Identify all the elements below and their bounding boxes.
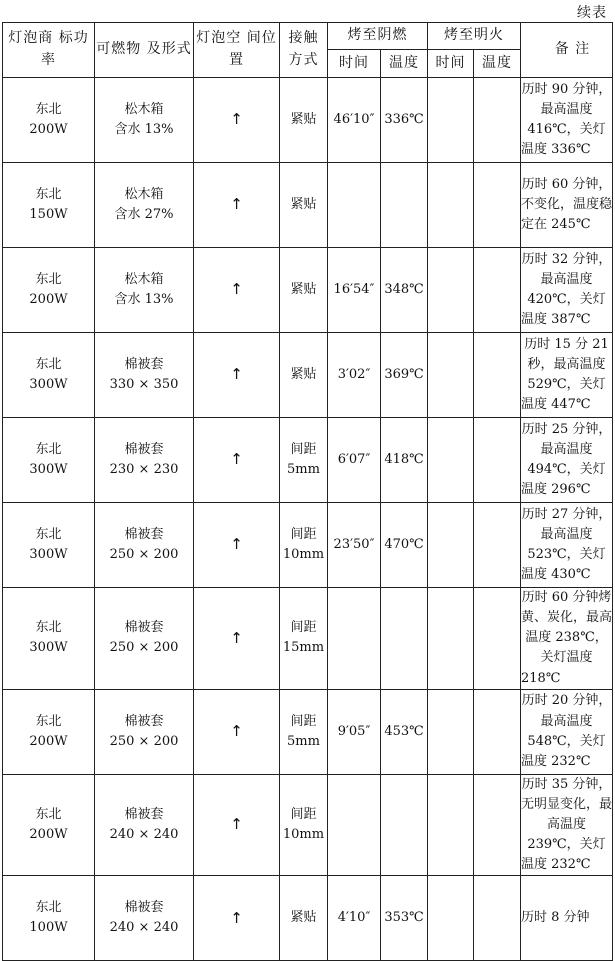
cell-smolder-time: 4′10″ (328, 876, 381, 961)
cell-note: 历时 90 分钟，最高温度 416℃，关灯温度 336℃ (521, 78, 613, 163)
cell-bulb: 东北 300W (3, 418, 95, 503)
header-smolder: 烤至阴燃 (328, 23, 428, 50)
cell-bulb: 东北 200W (3, 248, 95, 333)
cell-flame-temp (474, 163, 521, 248)
cell-material: 棉被套 250 × 200 (95, 503, 194, 588)
up-arrow-icon: ↑ (194, 876, 280, 961)
header-flame-time: 时间 (428, 50, 474, 78)
cell-flame-time (428, 774, 474, 876)
cell-note: 历时 20 分钟，最高温度 548℃，关灯温度 232℃ (521, 689, 613, 774)
cell-smolder-temp: 353℃ (381, 876, 428, 961)
up-arrow-icon: ↑ (194, 418, 280, 503)
cell-bulb: 东北 200W (3, 78, 95, 163)
cell-bulb: 东北 200W (3, 774, 95, 876)
cell-note: 历时 15 分 21 秒，最高温度 529℃，关灯温度 447℃ (521, 333, 613, 418)
cell-flame-time (428, 689, 474, 774)
cell-smolder-time (328, 588, 381, 690)
cell-bulb: 东北 300W (3, 333, 95, 418)
cell-flame-time (428, 876, 474, 961)
cell-note: 历时 8 分钟 (521, 876, 613, 961)
cell-material: 松木箱 含水 13% (95, 78, 194, 163)
table-row (3, 333, 613, 418)
cell-flame-temp (474, 774, 521, 876)
table-row (3, 78, 613, 163)
cell-contact: 间距 10mm (280, 774, 328, 876)
cell-smolder-temp: 470℃ (381, 503, 428, 588)
cell-note: 历时 27 分钟，最高温度 523℃，关灯温度 430℃ (521, 503, 613, 588)
cell-flame-time (428, 418, 474, 503)
cell-smolder-temp: 348℃ (381, 248, 428, 333)
cell-flame-temp (474, 876, 521, 961)
cell-bulb: 东北 150W (3, 163, 95, 248)
table-row (3, 248, 613, 333)
table-row (3, 774, 613, 876)
cell-bulb: 东北 300W (3, 503, 95, 588)
up-arrow-icon: ↑ (194, 248, 280, 333)
cell-flame-time (428, 503, 474, 588)
table-row (3, 503, 613, 588)
up-arrow-icon: ↑ (194, 333, 280, 418)
cell-note: 历时 32 分钟，最高温度 420℃，关灯温度 387℃ (521, 248, 613, 333)
cell-flame-temp (474, 689, 521, 774)
table-body (3, 78, 613, 961)
cell-material: 棉被套 240 × 240 (95, 774, 194, 876)
cell-material: 棉被套 330 × 350 (95, 333, 194, 418)
cell-contact: 间距 10mm (280, 503, 328, 588)
table-row (3, 588, 613, 690)
cell-flame-time (428, 333, 474, 418)
cell-smolder-temp (381, 588, 428, 690)
cell-smolder-temp (381, 163, 428, 248)
cell-smolder-time: 6′07″ (328, 418, 381, 503)
cell-smolder-temp (381, 774, 428, 876)
cell-smolder-time: 23′50″ (328, 503, 381, 588)
cell-smolder-time: 3′02″ (328, 333, 381, 418)
cell-flame-time (428, 78, 474, 163)
cell-bulb: 东北 300W (3, 588, 95, 690)
header-note: 备 注 (521, 23, 613, 78)
header-smolder-temp: 温度 (381, 50, 428, 78)
up-arrow-icon: ↑ (194, 588, 280, 690)
cell-note: 历时 25 分钟，最高温度 494℃，关灯温度 296℃ (521, 418, 613, 503)
header-material: 可燃物 及形式 (95, 23, 194, 78)
cell-contact: 间距 15mm (280, 588, 328, 690)
up-arrow-icon: ↑ (194, 689, 280, 774)
cell-smolder-temp: 418℃ (381, 418, 428, 503)
cell-material: 棉被套 250 × 200 (95, 588, 194, 690)
cell-contact: 间距 5mm (280, 418, 328, 503)
table-header (3, 23, 613, 78)
cell-material: 棉被套 250 × 200 (95, 689, 194, 774)
cell-flame-temp (474, 418, 521, 503)
cell-contact: 间距 5mm (280, 689, 328, 774)
cell-flame-temp (474, 588, 521, 690)
table-row (3, 418, 613, 503)
cell-flame-temp (474, 78, 521, 163)
cell-smolder-time (328, 163, 381, 248)
cell-flame-time (428, 163, 474, 248)
up-arrow-icon: ↑ (194, 78, 280, 163)
cell-contact: 紧贴 (280, 78, 328, 163)
cell-note: 历时 35 分钟，无明显变化，最高温度 239℃，关灯温度 232℃ (521, 774, 613, 876)
cell-flame-temp (474, 503, 521, 588)
cell-flame-time (428, 588, 474, 690)
cell-bulb: 东北 200W (3, 689, 95, 774)
cell-material: 松木箱 含水 27% (95, 163, 194, 248)
table-row (3, 689, 613, 774)
cell-note: 历时 60 分钟，不变化，温度稳定在 245℃ (521, 163, 613, 248)
cell-flame-time (428, 248, 474, 333)
table-row (3, 876, 613, 961)
cell-contact: 紧贴 (280, 876, 328, 961)
header-flame: 烤至明火 (428, 23, 521, 50)
up-arrow-icon: ↑ (194, 503, 280, 588)
cell-material: 棉被套 240 × 240 (95, 876, 194, 961)
cell-contact: 紧贴 (280, 248, 328, 333)
cell-smolder-time (328, 774, 381, 876)
cell-note: 历时 60 分钟烤黄、炭化，最高温度 238℃，关灯温度 218℃ (521, 588, 613, 690)
cell-smolder-time: 9′05″ (328, 689, 381, 774)
up-arrow-icon: ↑ (194, 774, 280, 876)
header-contact: 接触 方式 (280, 23, 328, 78)
cell-contact: 紧贴 (280, 333, 328, 418)
up-arrow-icon: ↑ (194, 163, 280, 248)
experiment-table (2, 22, 613, 961)
header-flame-temp: 温度 (474, 50, 521, 78)
header-smolder-time: 时间 (328, 50, 381, 78)
cell-flame-temp (474, 248, 521, 333)
cell-material: 松木箱 含水 13% (95, 248, 194, 333)
header-bulb: 灯泡商 标功率 (3, 23, 95, 78)
cell-smolder-temp: 336℃ (381, 78, 428, 163)
cell-smolder-temp: 453℃ (381, 689, 428, 774)
cell-material: 棉被套 230 × 230 (95, 418, 194, 503)
cell-flame-temp (474, 333, 521, 418)
cell-smolder-temp: 369℃ (381, 333, 428, 418)
cell-bulb: 东北 100W (3, 876, 95, 961)
continued-label: 续表 (577, 5, 607, 21)
cell-smolder-time: 16′54″ (328, 248, 381, 333)
cell-contact: 紧贴 (280, 163, 328, 248)
cell-smolder-time: 46′10″ (328, 78, 381, 163)
table-row (3, 163, 613, 248)
header-position: 灯泡空 间位置 (194, 23, 280, 78)
